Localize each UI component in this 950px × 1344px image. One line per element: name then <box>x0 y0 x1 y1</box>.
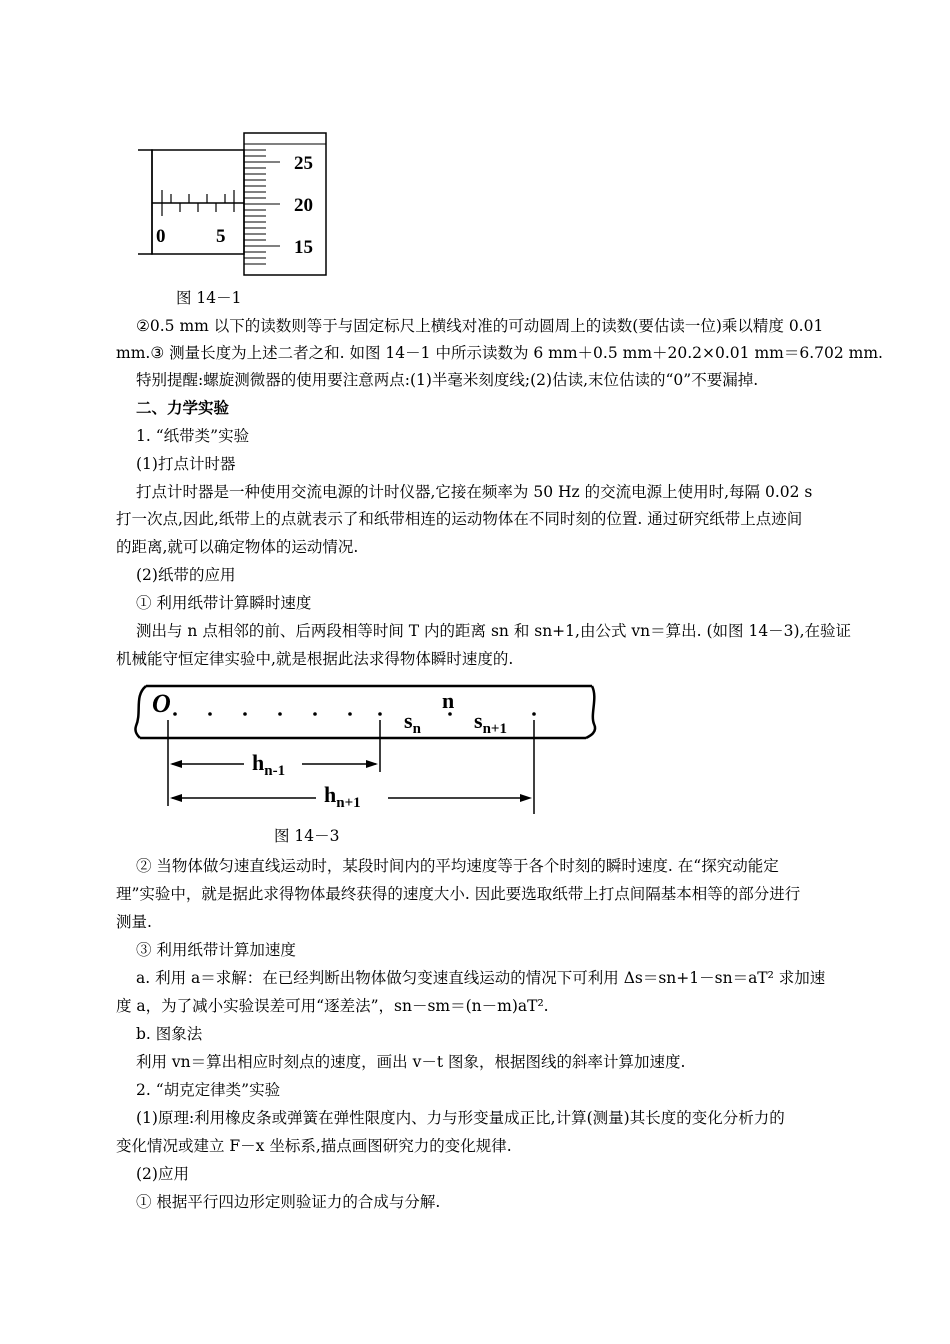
item-application: (2)应用 <box>136 1165 189 1183</box>
text-line-3: 特别提醒:螺旋测微器的使用要注意两点:(1)半毫米刻度线;(2)估读,末位估读的“0”不要漏掉. <box>136 371 759 389</box>
text-line-12: 测出与 n 点相邻的前、后两段相等时间 T 内的距离 sn 和 sn+1,由公式 vn＝算出. (如图 14－3),在验证 <box>136 622 852 640</box>
tape-sn-label: $s_n$ <box>404 708 421 737</box>
paper-tape-figure <box>132 680 602 820</box>
text-line-18: a. 利用 a＝求解：在已经判断出物体做匀变速直线运动的情况下可利用 Δs＝sn+1－sn＝aT² 求加速 <box>136 969 826 987</box>
micrometer-figure <box>130 128 340 278</box>
text-line-26: ① 根据平行四边形定则验证力的合成与分解. <box>136 1193 441 1211</box>
figure-14-1-caption: 图 14－1 <box>176 289 242 307</box>
sleeve-label-5: 5 <box>216 226 226 247</box>
tape-sn1-label: $s_{n+1}$ <box>474 708 507 737</box>
thimble-label-15: 15 <box>294 237 313 258</box>
subsection-paper-tape: 1. “纸带类”实验 <box>136 427 250 445</box>
item-timer: (1)打点计时器 <box>136 455 236 473</box>
item-acceleration: ③ 利用纸带计算加速度 <box>136 941 296 959</box>
item-instant-velocity: ① 利用纸带计算瞬时速度 <box>136 594 312 612</box>
thimble-label-20: 20 <box>294 195 313 216</box>
text-line-2: mm.③ 测量长度为上述二者之和. 如图 14－1 中所示读数为 6 mm＋0.5 mm＋20.2×0.01 mm＝6.702 mm. <box>116 344 883 362</box>
tape-h-n-1-label: $h_{n-1}$ <box>252 750 286 779</box>
text-line-19: 度 a，为了减小实验误差可用“逐差法”，sn－sm＝(n－m)aT². <box>116 997 549 1015</box>
thimble-label-25: 25 <box>294 153 313 174</box>
figure-14-3-caption: 图 14－3 <box>274 827 340 845</box>
text-line-8: 打一次点,因此,纸带上的点就表示了和纸带相连的运动物体在不同时刻的位置. 通过研究纸带上点迹间 <box>116 510 803 528</box>
text-line-23: (1)原理:利用橡皮条或弹簧在弹性限度内、力与形变量成正比,计算(测量)其长度的变化分析力的 <box>136 1109 785 1127</box>
text-line-1: ②0.5 mm 以下的读数则等于与固定标尺上横线对准的可动圆周上的读数(要估读一位)乘以精度 0.01 <box>136 317 824 335</box>
item-graph-method: b. 图象法 <box>136 1025 203 1043</box>
text-line-9: 的距离,就可以确定物体的运动情况. <box>116 538 359 556</box>
item-tape-application: (2)纸带的应用 <box>136 566 236 584</box>
text-line-15: 理”实验中，就是据此求得物体最终获得的速度大小. 因此要选取纸带上打点间隔基本相等的部分进行 <box>116 885 801 903</box>
section-heading-mechanics: 二、力学实验 <box>136 398 230 417</box>
text-line-24: 变化情况或建立 F－x 坐标系,描点画图研究力的变化规律. <box>116 1137 512 1155</box>
text-line-21: 利用 vn＝算出相应时刻点的速度，画出 v－t 图象，根据图线的斜率计算加速度. <box>136 1053 686 1071</box>
text-line-16: 测量. <box>116 913 152 931</box>
tape-h-n+1-label: $h_{n+1}$ <box>324 782 361 811</box>
tape-origin-label: O <box>152 689 171 718</box>
text-line-7: 打点计时器是一种使用交流电源的计时仪器,它接在频率为 50 Hz 的交流电源上使用时,每隔 0.02 s <box>136 483 813 501</box>
subsection-hooke: 2. “胡克定律类”实验 <box>136 1081 281 1099</box>
text-line-13: 机械能守恒定律实验中,就是根据此法求得物体瞬时速度的. <box>116 650 514 668</box>
sleeve-label-0: 0 <box>156 226 166 247</box>
text-line-14: ② 当物体做匀速直线运动时，某段时间内的平均速度等于各个时刻的瞬时速度. 在“探究动能定 <box>136 857 779 875</box>
tape-n-label: n <box>442 688 455 713</box>
